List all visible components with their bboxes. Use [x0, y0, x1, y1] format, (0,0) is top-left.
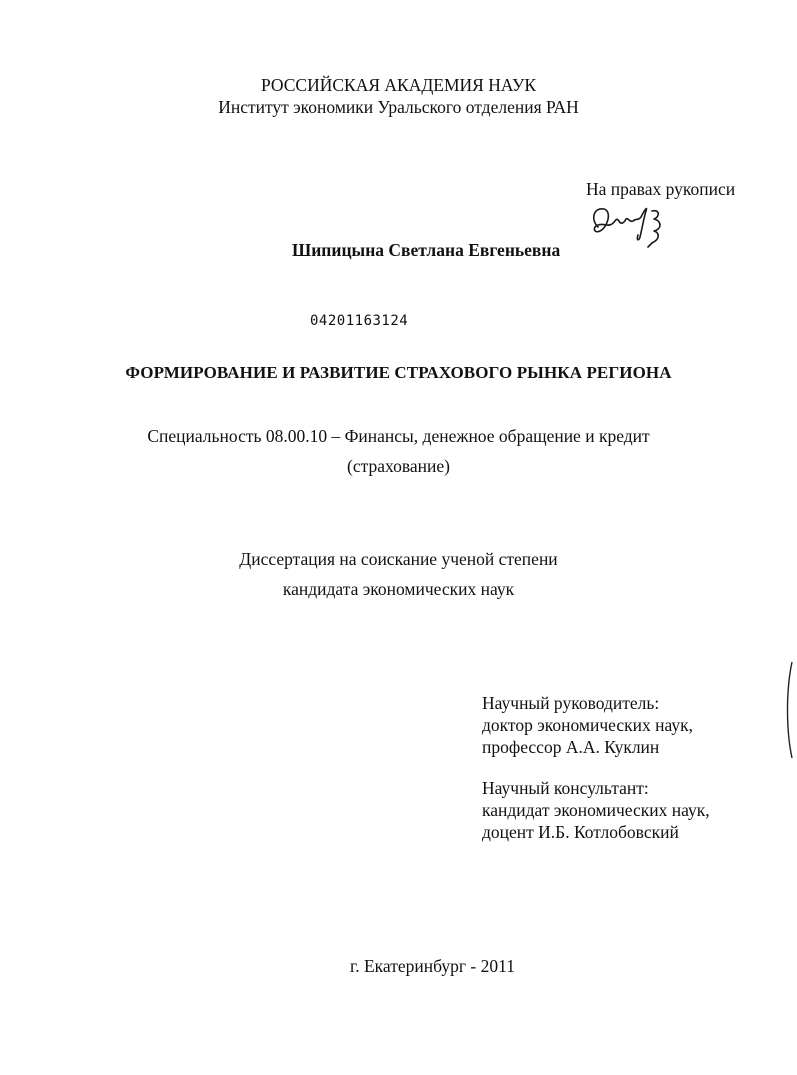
consultant-degree: кандидат экономических наук, [482, 800, 710, 820]
specialty-line-1: Специальность 08.00.10 – Финансы, денежное обращение и кредит [147, 426, 650, 446]
scan-edge-mark [782, 660, 796, 760]
manuscript-note: На правах рукописи [586, 179, 736, 199]
specialty-line-2: (страхование) [347, 456, 450, 476]
supervisor-name: профессор А.А. Куклин [482, 737, 660, 757]
author-name: Шипицына Светлана Евгеньевна [292, 240, 561, 260]
signature-image [586, 197, 676, 257]
dissertation-title: ФОРМИРОВАНИЕ И РАЗВИТИЕ СТРАХОВОГО РЫНКА РЕГИОНА [125, 363, 672, 382]
place-year: г. Екатеринбург - 2011 [350, 956, 515, 976]
consultant-name: доцент И.Б. Котлобовский [482, 822, 679, 842]
supervisor-degree: доктор экономических наук, [482, 715, 693, 735]
degree-line-2: кандидата экономических наук [282, 579, 515, 599]
institute-name: Институт экономики Уральского отделения РАН [218, 97, 579, 117]
consultant-label: Научный консультант: [482, 778, 649, 798]
registration-number: 04201163124 [310, 313, 409, 329]
academy-name: РОССИЙСКАЯ АКАДЕМИЯ НАУК [260, 75, 537, 95]
supervisor-label: Научный руководитель: [482, 693, 660, 713]
degree-line-1: Диссертация на соискание ученой степени [239, 549, 558, 569]
